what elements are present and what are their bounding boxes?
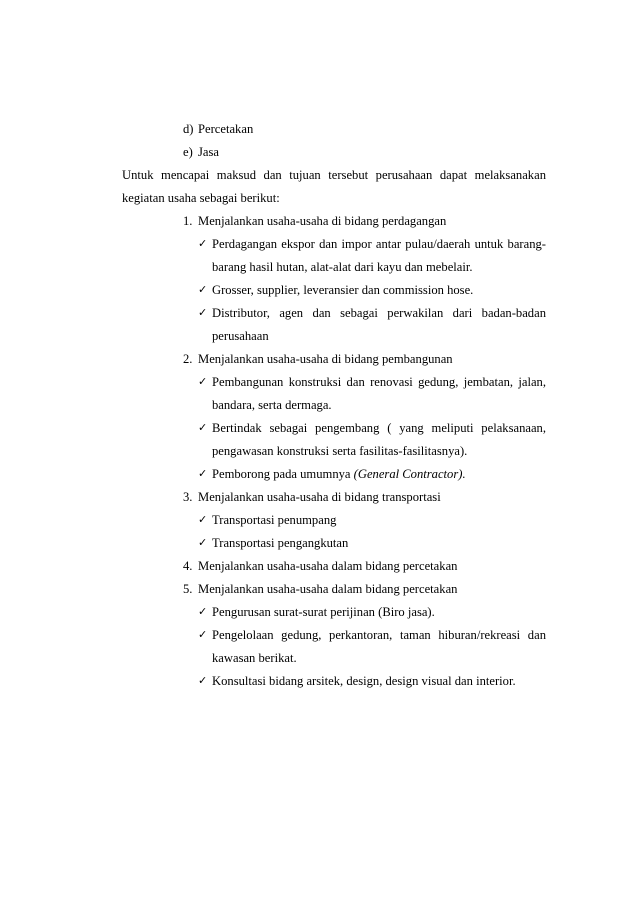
list-item-text: Percetakan xyxy=(198,122,254,136)
check-mark-icon: ✓ xyxy=(198,375,208,388)
section-title: Menjalankan usaha-usaha di bidang pembangunan xyxy=(198,352,453,366)
list-item-text: Jasa xyxy=(198,145,219,159)
bullet-text: Transportasi pengangkutan xyxy=(212,536,349,550)
bullet-text: Perdagangan ekspor dan impor antar pulau/daerah untuk barang- xyxy=(212,237,546,251)
bullet-text: Transportasi penumpang xyxy=(212,513,337,527)
check-mark-icon: ✓ xyxy=(198,467,208,480)
intro-paragraph-line: Untuk mencapai maksud dan tujuan tersebut perusahaan dapat melaksanakan xyxy=(122,168,546,182)
check-mark-icon: ✓ xyxy=(198,628,208,641)
bullet-text: Grosser, supplier, leveransier dan commission hose. xyxy=(212,283,474,297)
bullet-text-italic: (General Contractor). xyxy=(353,467,466,481)
check-mark-icon: ✓ xyxy=(198,237,208,250)
list-marker: d) xyxy=(183,122,194,136)
check-mark-icon: ✓ xyxy=(198,605,208,618)
section-title: Menjalankan usaha-usaha dalam bidang percetakan xyxy=(198,559,458,573)
check-mark-icon: ✓ xyxy=(198,283,208,296)
section-title: Menjalankan usaha-usaha dalam bidang percetakan xyxy=(198,582,458,596)
section-number: 3. xyxy=(183,490,193,504)
bullet-text: kawasan berikat. xyxy=(212,651,297,665)
check-mark-icon: ✓ xyxy=(198,536,208,549)
section-number: 1. xyxy=(183,214,193,228)
bullet-text: perusahaan xyxy=(212,329,269,343)
intro-paragraph-line: kegiatan usaha sebagai berikut: xyxy=(122,191,280,205)
section-number: 4. xyxy=(183,559,193,573)
section-number: 5. xyxy=(183,582,193,596)
list-marker: e) xyxy=(183,145,193,159)
check-mark-icon: ✓ xyxy=(198,674,208,687)
check-mark-icon: ✓ xyxy=(198,421,208,434)
section-title: Menjalankan usaha-usaha di bidang transportasi xyxy=(198,490,441,504)
bullet-text: Pengelolaan gedung, perkantoran, taman hiburan/rekreasi dan xyxy=(212,628,546,642)
bullet-text: Konsultasi bidang arsitek, design, design visual dan interior. xyxy=(212,674,516,688)
bullet-text: bandara, serta dermaga. xyxy=(212,398,332,412)
bullet-text: Pengurusan surat-surat perijinan (Biro jasa). xyxy=(212,605,435,619)
bullet-text: Pembangunan konstruksi dan renovasi gedung, jembatan, jalan, xyxy=(212,375,546,389)
bullet-text: Bertindak sebagai pengembang ( yang meliputi pelaksanaan, xyxy=(212,421,546,435)
bullet-text: pengawasan konstruksi serta fasilitas-fasilitasnya). xyxy=(212,444,468,458)
section-number: 2. xyxy=(183,352,193,366)
bullet-text: barang hasil hutan, alat-alat dari kayu dan mebelair. xyxy=(212,260,473,274)
check-mark-icon: ✓ xyxy=(198,513,208,526)
bullet-text: Distributor, agen dan sebagai perwakilan dari badan-badan xyxy=(212,306,546,320)
check-mark-icon: ✓ xyxy=(198,306,208,319)
bullet-text: Pemborong pada umumnya xyxy=(212,467,351,481)
section-title: Menjalankan usaha-usaha di bidang perdagangan xyxy=(198,214,447,228)
bullet-text-wrapper xyxy=(212,466,466,482)
